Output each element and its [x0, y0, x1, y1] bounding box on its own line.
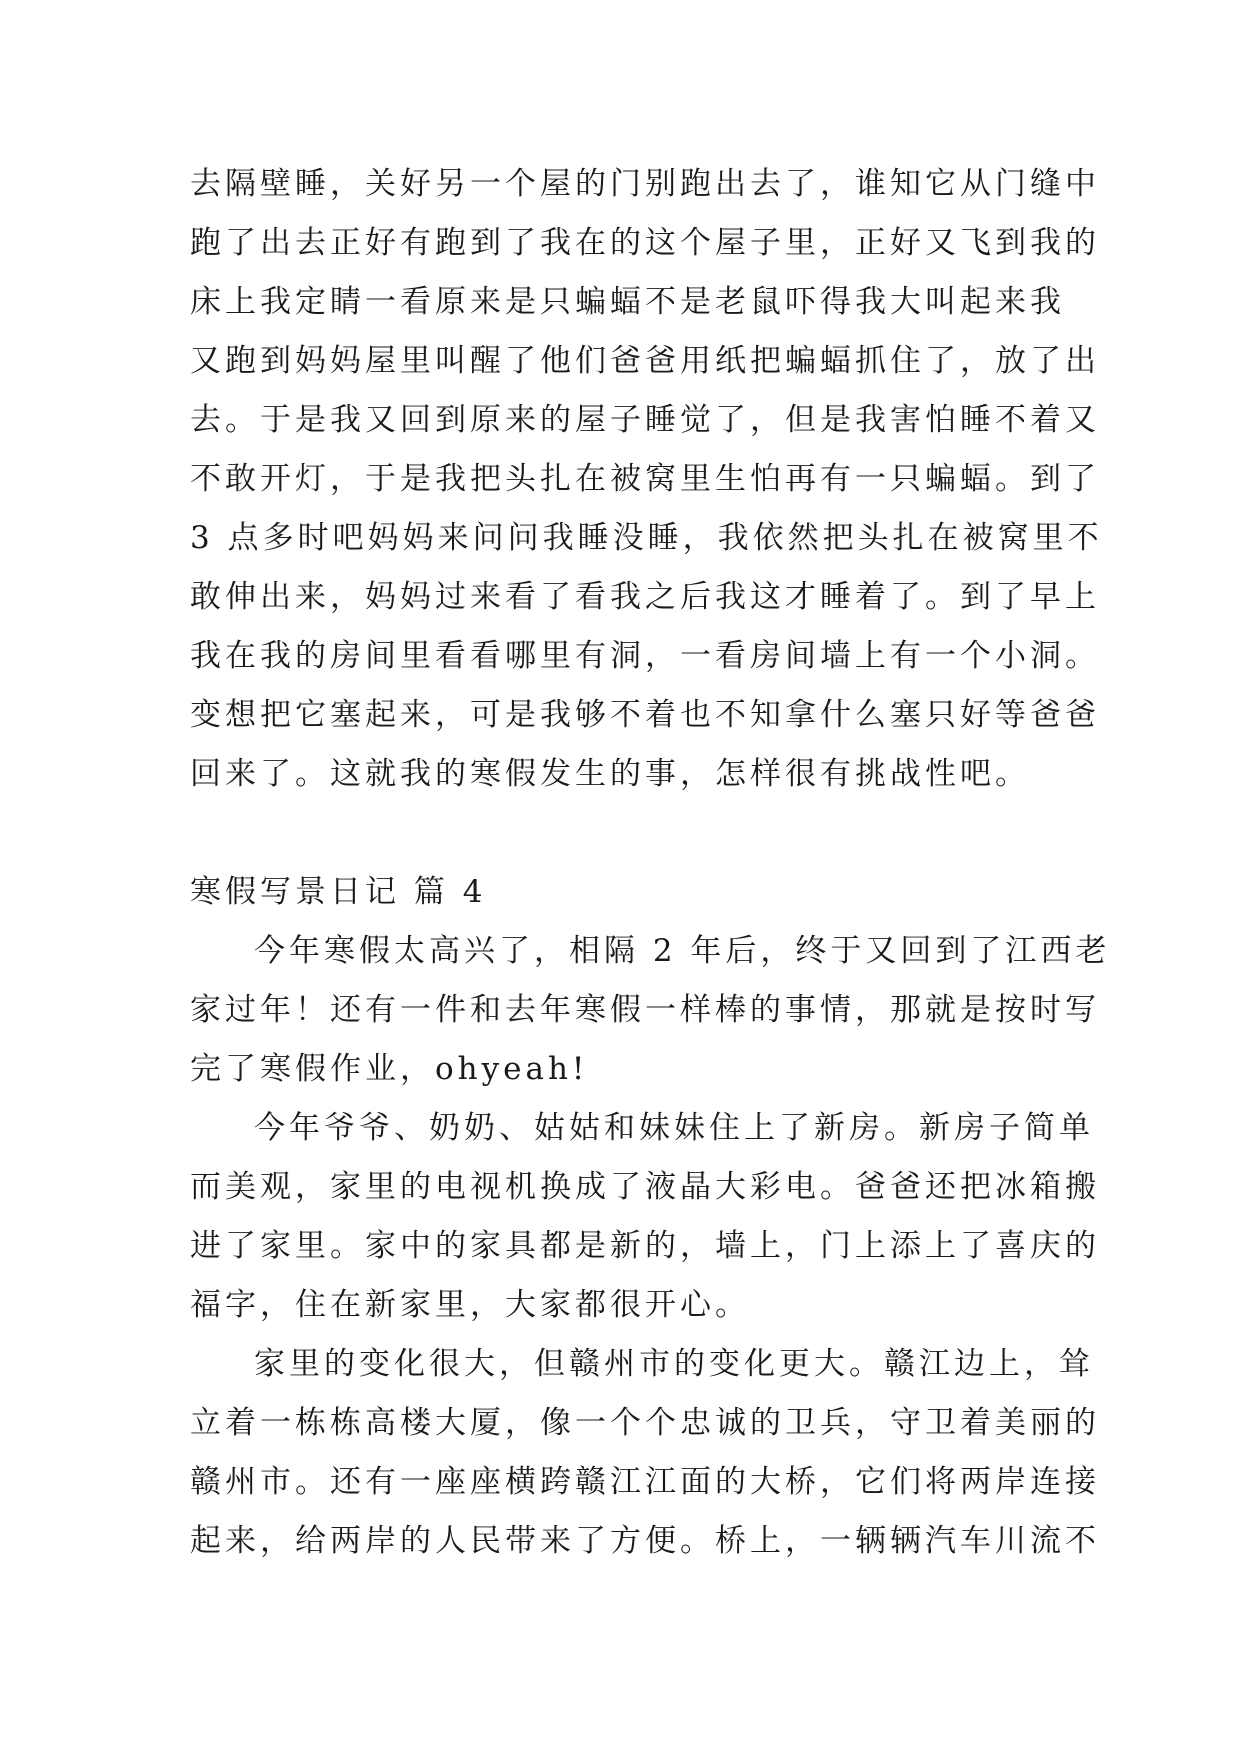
text-line: 又跑到妈妈屋里叫醒了他们爸爸用纸把蝙蝠抓住了，放了出	[190, 343, 1100, 379]
text-line: 而美观，家里的电视机换成了液晶大彩电。爸爸还把冰箱搬	[190, 1169, 1100, 1205]
paragraph-3	[190, 1335, 1100, 1571]
text-line: 赣州市。还有一座座横跨赣江江面的大桥，它们将两岸连接	[190, 1464, 1100, 1500]
text-line: 进了家里。家中的家具都是新的，墙上，门上添上了喜庆的	[190, 1228, 1100, 1264]
text-line: 今年爷爷、奶奶、姑姑和妹妹住上了新房。新房子简单	[254, 1110, 1094, 1146]
document-page	[190, 155, 1111, 1571]
text-line: 我在我的房间里看看哪里有洞，一看房间墙上有一个小洞。	[190, 638, 1100, 674]
paragraph-2	[190, 1099, 1100, 1335]
text-line: 立着一栋栋高楼大厦，像一个个忠诚的卫兵，守卫着美丽的	[190, 1405, 1100, 1441]
text-line: 回来了。这就我的寒假发生的事，怎样很有挑战性吧。	[190, 756, 1030, 792]
text-line: 今年寒假太高兴了，相隔 2 年后，终于又回到了江西老	[254, 933, 1111, 969]
text-line: 起来，给两岸的人民带来了方便。桥上，一辆辆汽车川流不	[190, 1523, 1100, 1559]
text-line: 不敢开灯，于是我把头扎在被窝里生怕再有一只蝙蝠。到了	[190, 461, 1100, 497]
section-title: 寒假写景日记 篇 4	[190, 874, 487, 910]
text-line: 完了寒假作业，ohyeah!	[190, 1051, 589, 1087]
continued-paragraph	[190, 155, 1103, 804]
text-line: 去。于是我又回到原来的屋子睡觉了，但是我害怕睡不着又	[190, 402, 1100, 438]
paragraph-1	[190, 922, 1111, 1099]
text-line: 家过年！还有一件和去年寒假一样棒的事情，那就是按时写	[190, 992, 1100, 1028]
text-line: 福字，住在新家里，大家都很开心。	[190, 1287, 750, 1323]
text-line: 去隔壁睡，关好另一个屋的门别跑出去了，谁知它从门缝中	[190, 166, 1100, 202]
text-line: 跑了出去正好有跑到了我在的这个屋子里，正好又飞到我的	[190, 225, 1100, 261]
text-line: 3 点多时吧妈妈来问问我睡没睡，我依然把头扎在被窝里不	[190, 520, 1103, 556]
text-line: 家里的变化很大，但赣州市的变化更大。赣江边上，耸	[254, 1346, 1094, 1382]
text-line: 敢伸出来，妈妈过来看了看我之后我这才睡着了。到了早上	[190, 579, 1100, 615]
text-line: 变想把它塞起来，可是我够不着也不知拿什么塞只好等爸爸	[190, 697, 1100, 733]
text-line: 床上我定睛一看原来是只蝙蝠不是老鼠吓得我大叫起来我	[190, 284, 1065, 320]
